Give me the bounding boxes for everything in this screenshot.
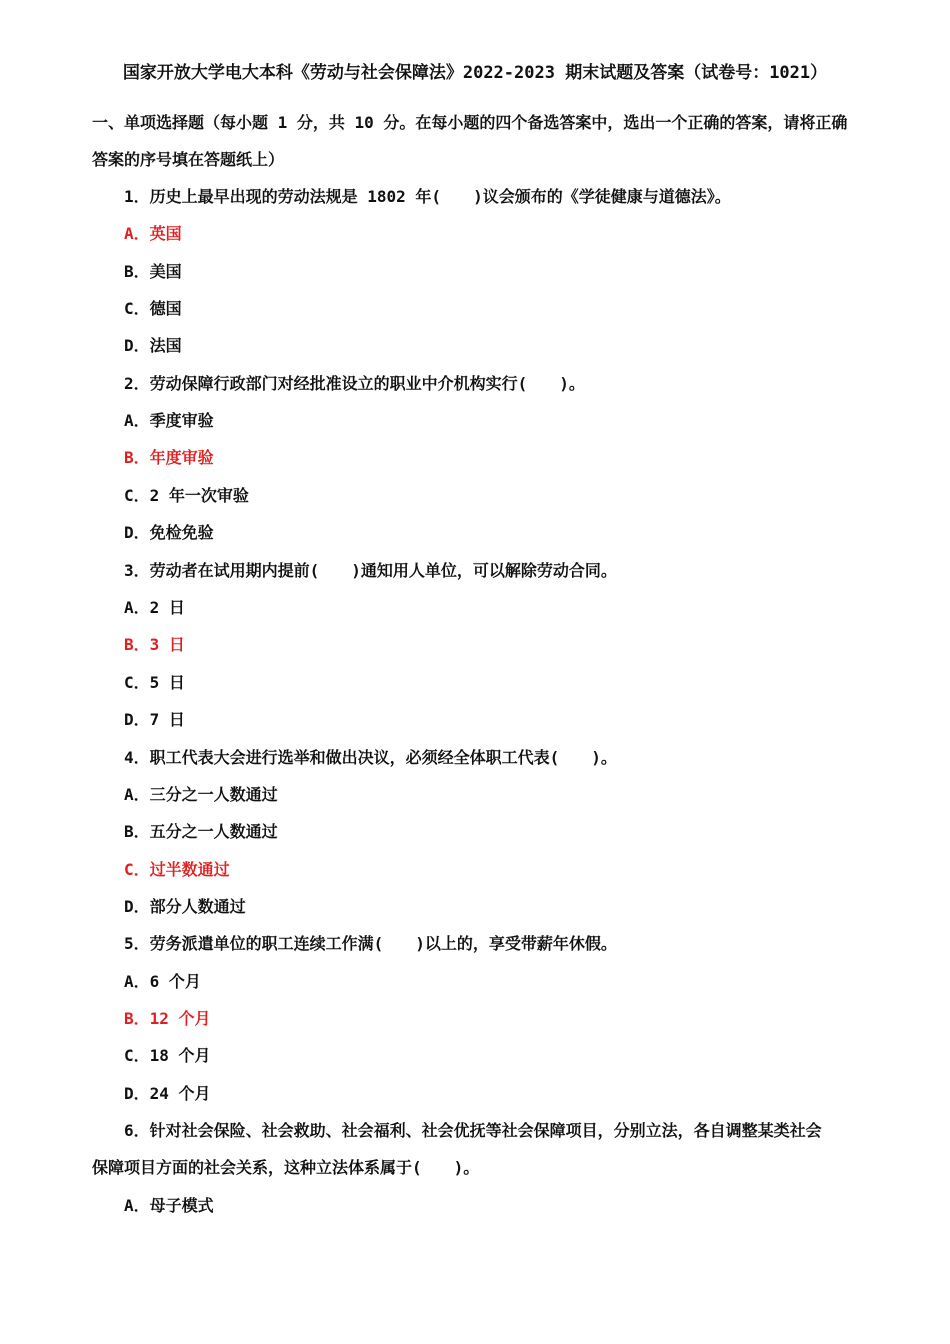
question-2-option-c: C．2 年一次审验 (124, 486, 249, 505)
question-1-option-d: D．法国 (124, 336, 182, 355)
question-2-option-d: D．免检免验 (124, 523, 214, 542)
question-4-option-b: B．五分之一人数通过 (124, 822, 278, 841)
question-3-stem: 3．劳动者在试用期内提前( )通知用人单位，可以解除劳动合同。 (124, 561, 617, 580)
question-4-option-d: D．部分人数通过 (124, 897, 246, 916)
question-5-option-b: B．12 个月 (124, 1009, 211, 1028)
question-6-stem: 6．针对社会保险、社会救助、社会福利、社会优抚等社会保障项目，分别立法，各自调整某类社会 (124, 1121, 822, 1140)
question-2-option-b: B．年度审验 (124, 448, 214, 467)
question-5-option-c: C．18 个月 (124, 1046, 211, 1065)
question-1-option-a: A．英国 (124, 224, 182, 243)
question-3-option-b: B．3 日 (124, 635, 185, 654)
question-4-stem: 4．职工代表大会进行选举和做出决议，必须经全体职工代表( )。 (124, 748, 617, 767)
question-3-option-c: C．5 日 (124, 673, 185, 692)
question-5-option-a: A．6 个月 (124, 972, 201, 991)
question-3-option-a: A．2 日 (124, 598, 185, 617)
section-heading-cont: 答案的序号填在答题纸上） (92, 150, 285, 169)
section-heading: 一、单项选择题（每小题 1 分，共 10 分。在每小题的四个备选答案中，选出一个正确的答案，请将正确 (92, 113, 848, 132)
question-1-stem: 1．历史上最早出现的劳动法规是 1802 年( )议会颁布的《学徒健康与道德法》。 (124, 187, 731, 206)
question-6-option-a: A．母子模式 (124, 1196, 214, 1215)
question-4-option-c: C．过半数通过 (124, 860, 230, 879)
question-5-stem: 5．劳务派遣单位的职工连续工作满( )以上的，享受带薪年休假。 (124, 934, 617, 953)
question-1-option-b: B．美国 (124, 262, 182, 281)
question-2-option-a: A．季度审验 (124, 411, 214, 430)
document-title: 国家开放大学电大本科《劳动与社会保障法》2022-2023 期末试题及答案（试卷号：1021） (122, 63, 828, 83)
question-5-option-d: D．24 个月 (124, 1084, 211, 1103)
question-4-option-a: A．三分之一人数通过 (124, 785, 278, 804)
question-6-stem-cont: 保障项目方面的社会关系，这种立法体系属于( )。 (92, 1158, 480, 1177)
question-2-stem: 2．劳动保障行政部门对经批准设立的职业中介机构实行( )。 (124, 374, 585, 393)
question-3-option-d: D．7 日 (124, 710, 185, 729)
question-1-option-c: C．德国 (124, 299, 182, 318)
